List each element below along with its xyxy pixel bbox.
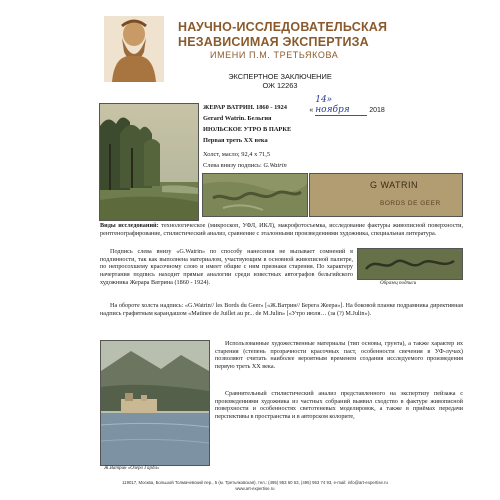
conclusion-code: ОЖ 12263 [262,81,298,90]
artist-line: ЖЕРАР ВАТРИН. 1860 - 1924 [203,104,287,111]
materials-paragraph: Использованные художественные материалы (тип основы, грунта), а также характер их старения (степень прозрачности красочных паст, особенности свечения в УФ-лучах) позволяют считать наиболее вероятным временем создания исследуемого произведения первую треть XX века. [215,340,463,371]
signature-note: Слева внизу подпись: G.Watrin [203,162,287,169]
research-label: Виды исследований: [100,222,159,229]
stylistic-paragraph: Сравнительный стилистический анализ представленного на экспертизу пейзажа с произведениями художника из частных собраний выявил сходство в фактуре живописной поверхности и особенностях светотеневых моделировок, а также в приёмах передачи перспективы в пространства и в авторском колорите, [215,390,463,421]
signature-analysis-paragraph: Подпись слева внизу «G.Watrin» по способу нанесения не вызывает сомнений в подлинности, так как выполнена материалом, участвующим в основной живописной палитре, по непросохшему красочному слою и имеет общие с ним признаки старения. По характеру начертания подпись находит прямые аналогии среди известных автографов бельгийского художника Жерара Ватрина (1860 - 1924). [100,248,353,286]
back-inscription-photo [309,173,463,217]
artwork-period: Первая треть XX века [203,137,268,144]
org-name-line1: НАУЧНО-ИССЛЕДОВАТЕЛЬСКАЯ [178,20,388,34]
artist-en-line: Gerard Watrin. Бельгия [203,115,272,122]
document-year: 2018 [369,107,385,114]
artwork-medium: Холст, масло; 92,4 x 71,5 [203,151,271,158]
research-paragraph [100,222,463,237]
org-name [178,20,468,50]
signature-closeup-text: G WATRIN [370,180,418,190]
comparison-painting-caption: Ж.Ватрин «Озеро Гарда» [104,466,160,471]
conclusion-heading [210,72,350,90]
org-name-line2: НЕЗАВИСИМАЯ ЭКСПЕРТИЗА [178,35,369,49]
footer [90,480,420,492]
research-text: технологическое (микроскоп, УФЛ, ИКЛ), макрофотосъемка, исследование фактуры живописной поверхности, рентгенографирование, стилистический анализ, сравнение с эталонными произведениями художника, специальная литература. [100,222,464,237]
founder-portrait-logo [98,12,170,86]
main-painting-image [99,103,199,221]
signature-closeup-photo [202,173,308,217]
comparison-painting-image [100,340,210,466]
date-open-quote: « [309,107,314,114]
back-inscription-text: BORDS DE GEER [380,200,441,207]
reverse-inscription-paragraph: На обороте холста надпись: «G.Watrin// les Bords du Geer» [«Ж.Ватрин// Берега Жеера»]. На боковой планке подрамника директивная надпись графитным карандашом «Matinee de Juillet au pr... de M.Julin» [«Утро июля… (за (?) M.Julin»). [100,302,463,317]
footer-website[interactable]: www.art-expertise.ru [235,485,275,491]
artwork-title: ИЮЛЬСКОЕ УТРО В ПАРКЕ [203,126,292,133]
footer-address: 119017, Москва, Большой Толмачевский пер., 5 (м. Третьяковская), тел.: (495) 953 60 53, (495) 953 74 93, e-mail: info@art-expertise.ru [122,480,388,485]
document-date: 14» ноября [315,95,350,115]
org-subtitle: ИМЕНИ П.М. ТРЕТЬЯКОВА [210,50,339,60]
signature-value: G.Watrin [263,162,287,169]
sample-signature-caption: Образец подписи [380,281,417,286]
conclusion-title: ЭКСПЕРТНОЕ ЗАКЛЮЧЕНИЕ [228,72,332,81]
sample-signature-image [357,248,463,280]
